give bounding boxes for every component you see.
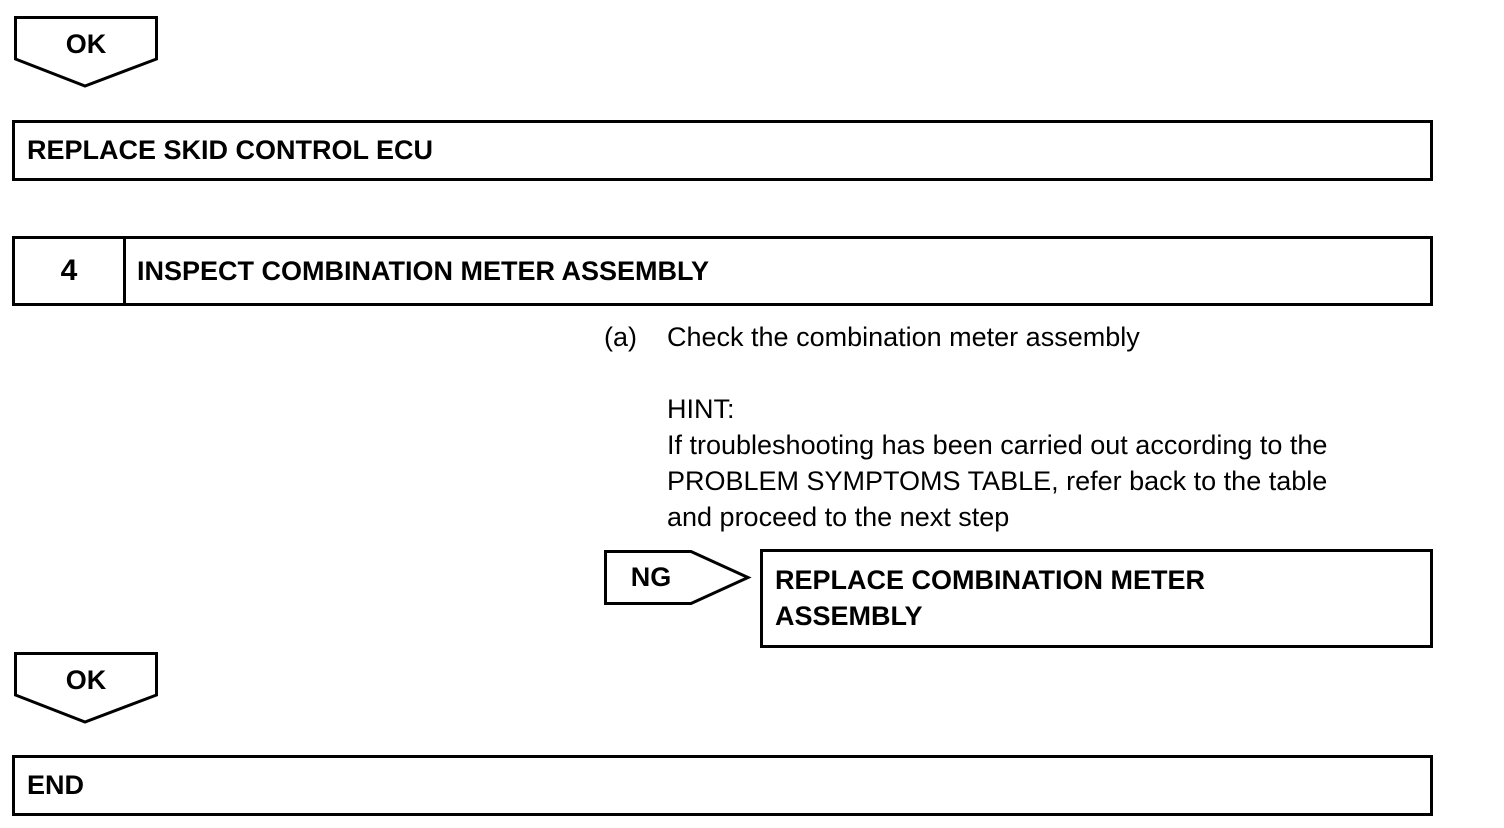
instruction-text: Check the combination meter assembly: [667, 322, 1140, 352]
ng-result-line-2: ASSEMBLY: [775, 601, 923, 631]
ng-label: NG: [630, 562, 672, 592]
instruction-marker: (a): [604, 322, 637, 352]
end-title: END: [27, 770, 85, 800]
end-box: [12, 755, 1433, 816]
hint-label: HINT:: [667, 394, 735, 424]
step-4-header: [12, 236, 1433, 306]
hint-line-3: and proceed to the next step: [667, 502, 1010, 532]
ok-label-1: OK: [65, 29, 107, 59]
replace-skid-control-ecu-box: [12, 120, 1433, 181]
hint-line-1: If troubleshooting has been carried out according to the: [667, 430, 1328, 460]
step-number: 4: [15, 239, 126, 303]
hint-line-2: PROBLEM SYMPTOMS TABLE, refer back to the table: [667, 466, 1328, 496]
replace-skid-control-ecu-title: REPLACE SKID CONTROL ECU: [27, 135, 434, 165]
step-4-title: INSPECT COMBINATION METER ASSEMBLY: [137, 256, 710, 286]
ng-result-line-1: REPLACE COMBINATION METER: [775, 565, 1205, 595]
replace-combination-meter-box: [760, 549, 1433, 648]
ok-label-2: OK: [65, 665, 107, 695]
